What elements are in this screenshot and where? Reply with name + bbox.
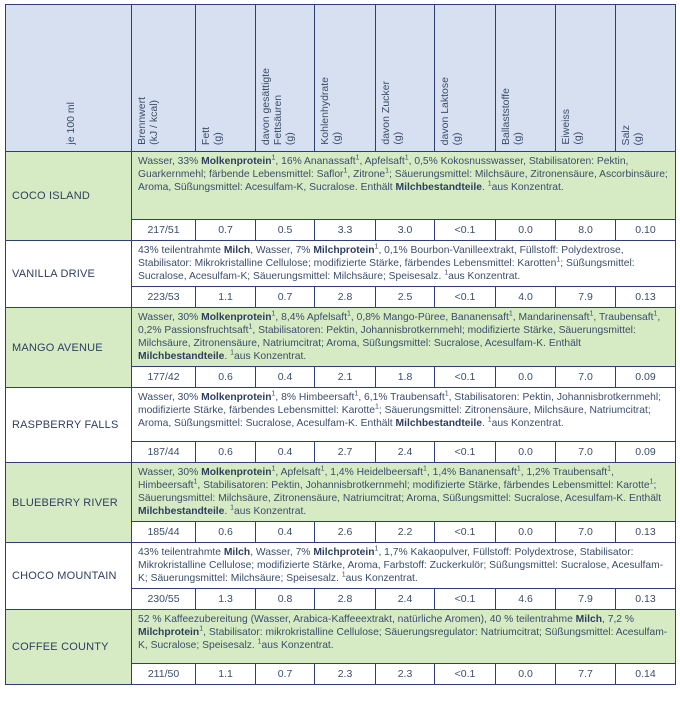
column-header-label [500,88,524,145]
nutrition-value: 2.5 [376,287,435,308]
nutrition-value: 0.13 [616,287,676,308]
nutrition-value: 0.4 [256,442,315,463]
nutrition-value: 1.3 [196,589,256,610]
nutrition-value: 2.3 [376,664,435,685]
nutrition-table-container [5,4,675,685]
nutrition-value: 0.13 [616,522,676,543]
nutrition-value: 2.6 [315,522,376,543]
column-header-line: Kohlenhydrate [319,77,331,145]
product-ingredients-row [6,308,676,367]
nutrition-value: 0.5 [256,220,315,241]
column-header-label [200,127,224,145]
nutrition-value: 0.6 [196,367,256,388]
product-name: BLUEBERRY RIVER [6,463,132,543]
nutrition-value: 3.3 [315,220,376,241]
product-ingredients-row [6,241,676,287]
nutrition-value: <0.1 [435,664,496,685]
nutrition-value: 185/44 [132,522,196,543]
header-row [6,5,676,152]
column-header-line: Salz [620,124,632,145]
nutrition-value: 7.9 [556,589,616,610]
nutrition-value: 2.8 [315,287,376,308]
column-header-line: (g) [451,132,463,145]
column-header-label [136,97,160,145]
column-header-line: Fettsäuren [272,94,284,145]
nutrition-value: 0.7 [256,664,315,685]
column-header-line: (g) [331,132,343,145]
column-header-line: (g) [284,132,296,145]
nutrition-value: 2.3 [315,664,376,685]
product-name: COFFEE COUNTY [6,610,132,685]
nutrition-value: 0.0 [496,664,556,685]
column-header-line: Fett [200,126,212,145]
nutrition-value: 2.1 [315,367,376,388]
column-header-line: davon Zucker [380,81,392,145]
column-header-label [620,125,644,145]
column-header-label [380,81,404,145]
nutrition-value: 0.10 [616,220,676,241]
column-header-line: davon Laktose [439,76,451,145]
nutrition-value: 3.0 [376,220,435,241]
nutrition-value: 0.13 [616,589,676,610]
column-header [196,5,256,152]
nutrition-value: 0.6 [196,442,256,463]
nutrition-value: 1.8 [376,367,435,388]
product-ingredients-row [6,543,676,589]
nutrition-value: 0.6 [196,522,256,543]
column-header-line: (g) [572,132,584,145]
nutrition-value: 0.14 [616,664,676,685]
nutrition-value: <0.1 [435,287,496,308]
column-header-line: (kJ / kcal) [148,100,160,145]
column-header-line: (g) [512,132,524,145]
nutrition-value: 2.4 [376,442,435,463]
nutrition-value: 7.0 [556,367,616,388]
nutrition-value: 4.0 [496,287,556,308]
nutrition-value: 187/44 [132,442,196,463]
per-unit-label: je 100 ml [64,102,77,145]
nutrition-value: 0.09 [616,442,676,463]
nutrition-value: 217/51 [132,220,196,241]
column-header-line: Ballaststoffe [500,87,512,145]
nutrition-value: 8.0 [556,220,616,241]
column-header [496,5,556,152]
column-header [256,5,315,152]
nutrition-value: 0.0 [496,522,556,543]
nutrition-value: 7.7 [556,664,616,685]
product-name: RASPBERRY FALLS [6,388,132,463]
column-header-line: davon gesättigte [260,67,272,145]
product-name: MANGO AVENUE [6,308,132,388]
nutrition-value: <0.1 [435,522,496,543]
product-ingredients: 52 % Kaffeezubereitung (Wasser, Arabica-Kaffeeextrakt, natürliche Aromen), 40 % teilentrahme Milch, 7,2 % Milchprotein$^1$, Stabilisator: mikrokristalline Cellulose; Säuerungsregulator: Natriumcitrat; Süßungsmittel: Acesulfam-K, Sucralose; Speisesalz. $^1$aus Konzentrat. [132,610,676,664]
column-header [556,5,616,152]
column-header-label [260,68,296,145]
column-header-line: (g) [632,132,644,145]
nutrition-value: <0.1 [435,442,496,463]
nutrition-table [5,4,676,685]
column-header-label [439,77,463,145]
column-header-line: Eiweiss [560,109,572,145]
nutrition-value: 2.7 [315,442,376,463]
column-header-line: (g) [392,132,404,145]
product-ingredients: Wasser, 30% Molkenprotein$^1$, Apfelsaft$^1$, 1,4% Heidelbeersaft$^1$, 1,4% Bananensaft$^1$, 1,2% Traubensaft$^1$, Himbeersaft$^1$, Stabilisatoren: Pektin, Johannisbrotkernmehl; modifizierte Stärke, färbendes Lebensmittel: Karotte$^1$; Säuerungsmittel: Milchsäure, Zitronensäure, Natriumcitrat; Aroma, Süßungsmittel: Sucralose, Acesulfam-K. Enthält Milchbestandteile. $^1$aus Konzentrat. [132,463,676,522]
column-header [616,5,676,152]
nutrition-value: 0.0 [496,367,556,388]
nutrition-value: 223/53 [132,287,196,308]
nutrition-value: 7.0 [556,442,616,463]
product-ingredients-row [6,610,676,664]
column-header [435,5,496,152]
nutrition-value: 1.1 [196,287,256,308]
nutrition-value: 0.0 [496,442,556,463]
nutrition-value: 7.0 [556,522,616,543]
product-ingredients: Wasser, 33% Molkenprotein$^1$, 16% Ananassaft$^1$, Apfelsaft$^1$, 0,5% Kokosnusswasser, Stabilisatoren: Pektin, Guarkernmehl; färbende Lebensmittel: Saflor$^1$, Zitrone$^1$; Säuerungsmittel: Milchsäure, Zitronensäure, Ascorbinsäure; Aroma, Süßungsmittel: Acesulfam-K, Sucralose. Enthält Milchbestandteile. $^1$aus Konzentrat. [132,152,676,220]
nutrition-value: <0.1 [435,220,496,241]
nutrition-value: 0.7 [196,220,256,241]
nutrition-value: 0.8 [256,589,315,610]
product-ingredients: Wasser, 30% Molkenprotein$^1$, 8,4% Apfelsaft$^1$, 0,8% Mango-Püree, Bananensaft$^1$, Mandarinensaft$^1$, Traubensaft$^1$, 0,2% Passionsfruchtsaft$^1$, Stabilisatoren: Pektin, Johannisbrotkernmehl; modifizierte Stärke, Säuerungsmittel: Milchsäure, Zitronensäure, Natriumcitrat; Aroma, Süßungsmittel: Sucralose, Acesulfam-K. Enthält Milchbestandteile. $^1$aus Konzentrat. [132,308,676,367]
product-ingredients-row [6,152,676,220]
nutrition-value: 211/50 [132,664,196,685]
nutrition-value: <0.1 [435,367,496,388]
nutrition-value: 2.8 [315,589,376,610]
per-unit-header [6,5,132,152]
product-name: VANILLA DRIVE [6,241,132,308]
nutrition-value: 0.7 [256,287,315,308]
nutrition-value: 0.4 [256,367,315,388]
nutrition-value: 2.4 [376,589,435,610]
nutrition-value: 7.9 [556,287,616,308]
nutrition-value: 1.1 [196,664,256,685]
product-ingredients-row [6,388,676,442]
column-header-label [560,109,584,145]
product-ingredients: 43% teilentrahmte Milch, Wasser, 7% Milchprotein$^1$, 1,7% Kakaopulver, Füllstoff: Polydextrose, Stabilisator: Mikrokristalline Cellulose; modifizierte Stärke, Aroma, Farbstoff: Zuckerkulör; Süßungsmittel: Sucralose, Acesulfam-K; Säuerungsmittel: Milchsäure; Speisesalz. $^1$aus Konzentrat. [132,543,676,589]
product-ingredients: Wasser, 30% Molkenprotein$^1$, 8% Himbeersaft$^1$, 6,1% Traubensaft$^1$, Stabilisatoren: Pektin, Johannisbrotkernmehl; modifizierte Stärke, färbendes Lebensmittel: Karotte$^1$; Säuerungsmittel: Zitronensäure, Milchsäure, Natriumcitrat; Aroma, Süßungsmittel: Sucralose, Acesulfam-K. Enthält Milchbestandteile. $^1$aus Konzentrat. [132,388,676,442]
product-ingredients-row [6,463,676,522]
nutrition-value: 0.4 [256,522,315,543]
nutrition-value: 177/42 [132,367,196,388]
column-header [132,5,196,152]
column-header [315,5,376,152]
product-rows [6,152,676,685]
product-ingredients: 43% teilentrahmte Milch, Wasser, 7% Milchprotein$^1$, 0,1% Bourbon-Vanilleextrakt, Füllstoff: Polydextrose, Stabilisator: Mikrokristalline Cellulose; modifizierte Stärke, färbendes Lebensmittel: Karotten$^1$; Süßungsmittel: Sucralose, Acesulfam-K; Säuerungsmittel: Milchsäure; Speisesalz. $^1$aus Konzentrat. [132,241,676,287]
column-header-line: Brennwert [136,97,148,145]
nutrition-value: 2.2 [376,522,435,543]
nutrition-value: <0.1 [435,589,496,610]
product-name: CHOCO MOUNTAIN [6,543,132,610]
column-header-label [319,77,343,145]
column-header-line: (g) [212,132,224,145]
nutrition-value: 0.09 [616,367,676,388]
nutrition-value: 0.0 [496,220,556,241]
column-header [376,5,435,152]
nutrition-value: 4.6 [496,589,556,610]
product-name: COCO ISLAND [6,152,132,241]
nutrition-value: 230/55 [132,589,196,610]
